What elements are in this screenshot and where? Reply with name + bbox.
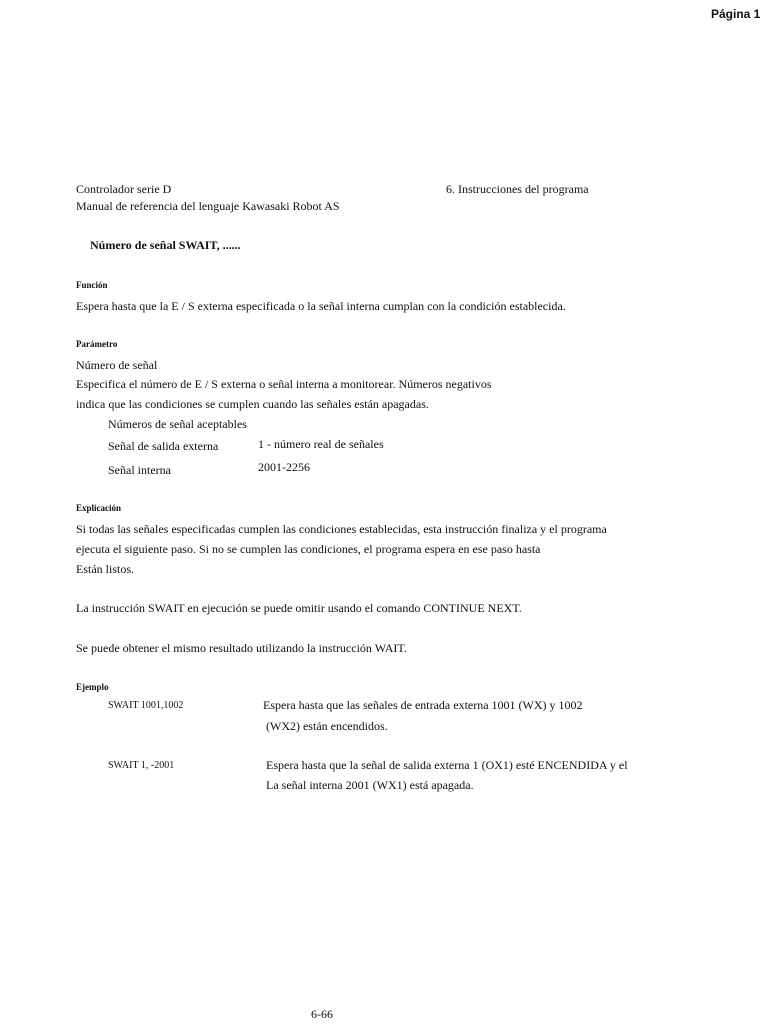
section-heading-parametro: Parámetro — [76, 339, 118, 349]
header-chapter: 6. Instrucciones del programa — [446, 182, 589, 196]
example-desc-line-1: Espera hasta que la señal de salida externa 1 (OX1) esté ENCENDIDA y el — [266, 758, 628, 772]
footer-page-number: 6-66 — [311, 1007, 333, 1021]
page-label: Página 1 — [711, 7, 761, 21]
header-manual-title: Manual de referencia del lenguaje Kawasaki Robot AS — [76, 199, 340, 213]
explicacion-line-3: Están listos. — [76, 562, 135, 576]
section-heading-explicacion: Explicación — [76, 503, 122, 513]
example-desc-line-2: La señal interna 2001 (WX1) está apagada. — [266, 778, 474, 792]
example-desc-line-2: (WX2) están encendidos. — [266, 719, 388, 733]
signal-row-value: 2001-2256 — [258, 460, 310, 474]
parametro-line-2: Especifica el número de E / S externa o señal interna a monitorear. Números negativos — [76, 377, 492, 391]
example-code: SWAIT 1001,1002 — [108, 700, 184, 711]
section-heading-funcion: Función — [76, 280, 108, 290]
instruction-title: Número de señal SWAIT, ...... — [90, 238, 241, 252]
signal-row-label: Señal interna — [108, 463, 171, 477]
accepted-signals-heading: Números de señal aceptables — [108, 417, 247, 431]
funcion-text: Espera hasta que la E / S externa especificada o la señal interna cumplan con la condición establecida. — [76, 299, 566, 313]
parametro-line-3: indica que las condiciones se cumplen cuando las señales están apagadas. — [76, 397, 429, 411]
signal-row-value: 1 - número real de señales — [258, 437, 384, 451]
signal-row-label: Señal de salida externa — [108, 439, 219, 453]
section-heading-ejemplo: Ejemplo — [76, 682, 109, 692]
header-product: Controlador serie D — [76, 182, 172, 196]
example-code: SWAIT 1, -2001 — [108, 760, 175, 771]
example-desc-line-1: Espera hasta que las señales de entrada externa 1001 (WX) y 1002 — [263, 698, 583, 712]
explicacion-para-3: Se puede obtener el mismo resultado utilizando la instrucción WAIT. — [76, 641, 407, 655]
explicacion-line-1: Si todas las señales especificadas cumplen las condiciones establecidas, esta instrucción finaliza y el programa — [76, 522, 607, 536]
explicacion-line-2: ejecuta el siguiente paso. Si no se cumplen las condiciones, el programa espera en ese paso hasta — [76, 542, 541, 556]
explicacion-para-2: La instrucción SWAIT en ejecución se puede omitir usando el comando CONTINUE NEXT. — [76, 601, 522, 615]
parametro-line-1: Número de señal — [76, 358, 158, 372]
